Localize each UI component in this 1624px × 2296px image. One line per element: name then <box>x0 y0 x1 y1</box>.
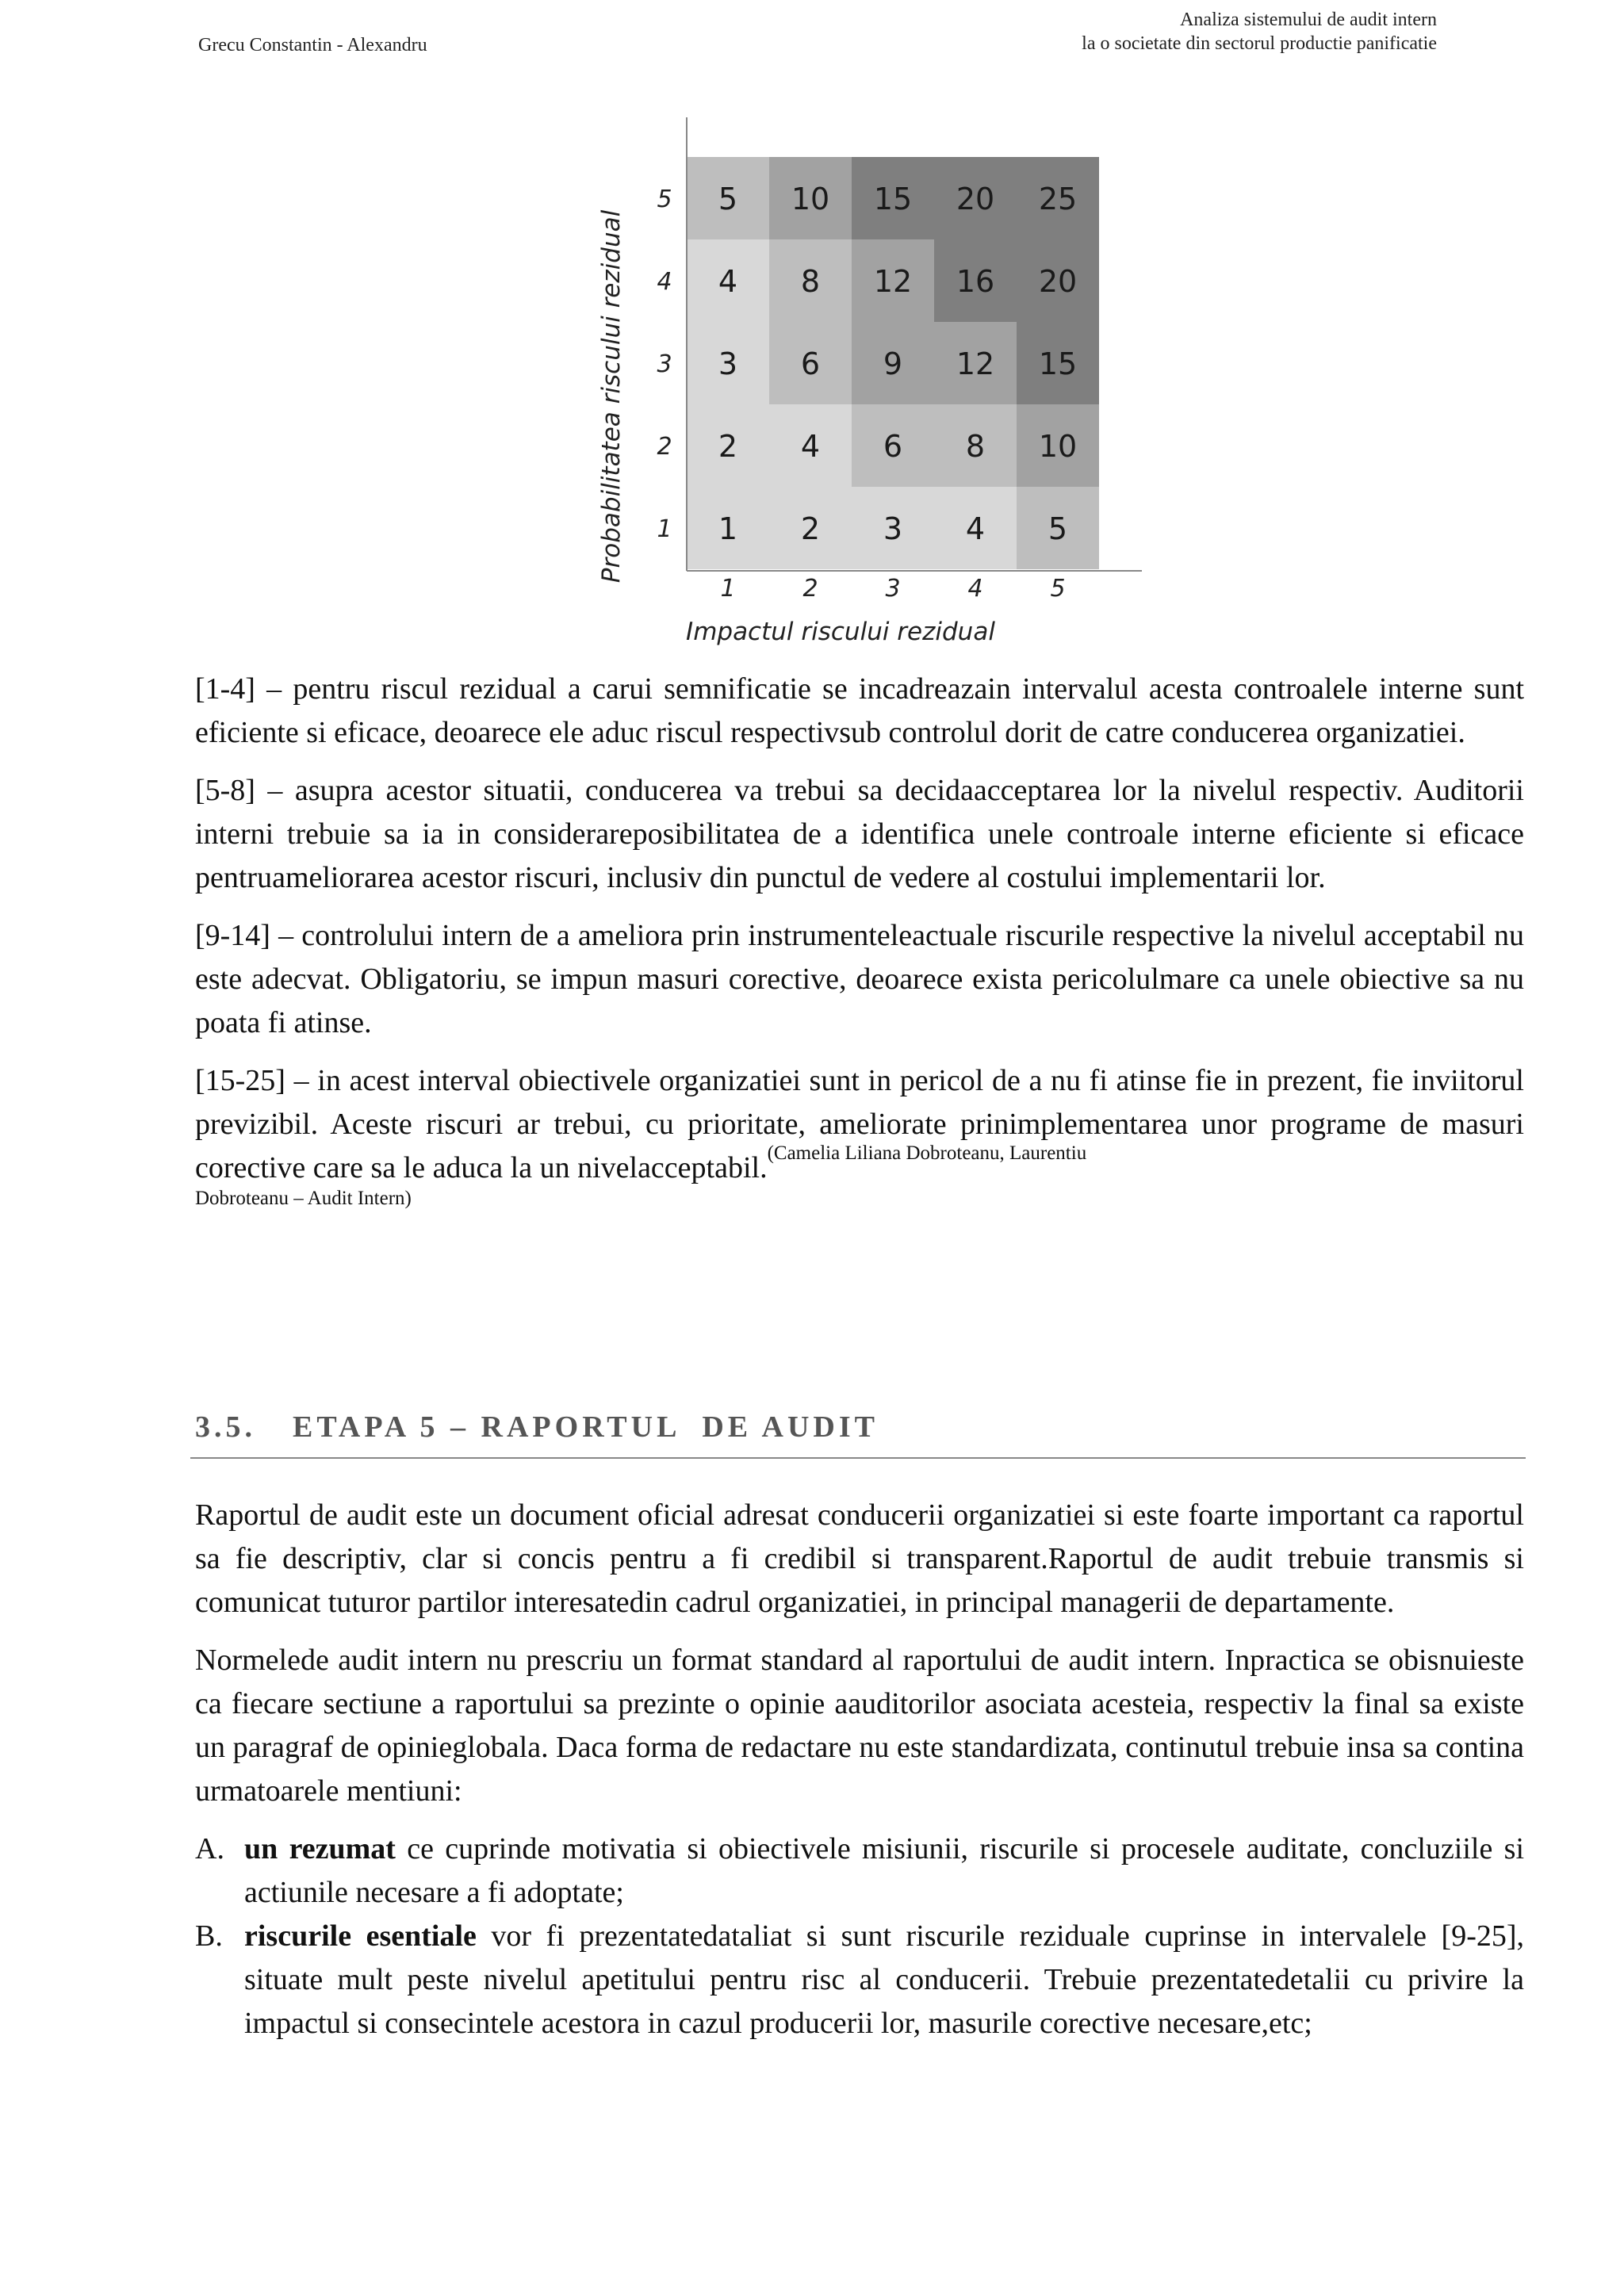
matrix-cell-value: 12 <box>956 346 995 381</box>
matrix-cell-value: 4 <box>718 264 738 299</box>
x-tick-label: 1 <box>720 575 736 603</box>
matrix-cell-value: 20 <box>956 182 995 216</box>
y-tick-label: 2 <box>657 433 672 461</box>
y-tick-label: 1 <box>657 515 672 543</box>
y-tick-label: 5 <box>657 186 672 213</box>
y-tick-label: 3 <box>657 350 672 378</box>
list-item-bold: un rezumat <box>244 1832 396 1866</box>
matrix-cell-value: 8 <box>965 429 986 464</box>
section-title: ETAPA 5 – RAPORTUL DE AUDIT <box>293 1410 879 1444</box>
matrix-cell-value: 6 <box>883 429 903 464</box>
list-item <box>195 1827 1524 1915</box>
list-marker: A. <box>195 1832 224 1866</box>
x-tick-labels <box>720 575 1065 603</box>
range-paragraph-15-25 <box>195 1059 1524 1190</box>
matrix-cell-value: 15 <box>1038 346 1078 381</box>
matrix-cell-value: 16 <box>956 264 995 299</box>
range-paragraph-9-14: [9-14] – controlului intern de a ameliora prin instrumenteleactuale riscurile respective la nivelul acceptabil nu este adecvat. Obligatoriu, se impun masuri corective, deoarece exista pericolulmare ca unele obiective sa nu poata fi atinse. <box>195 919 1524 1039</box>
section-divider <box>190 1457 1526 1459</box>
report-contents-list <box>195 1827 1524 2045</box>
paragraph-report-definition: Raportul de audit este un document oficial adresat conducerii organizatiei si este foarte important ca raportul sa fie descriptiv, clar si concis pentru a fi credibil si transparent.Raportul de audit trebuie transmis si comunicat tuturor partilor interesatedin cadrul organizatiei, in principal managerii de departamente. <box>195 1498 1524 1619</box>
paragraph-report-format: Normelede audit intern nu prescriu un format standard al raportului de audit intern. Inpractica se obisnuieste ca fiecare sectiune a raportului sa prezinte o opinie aauditorilor asociata acesteia, respectiv la final sa existe un paragraf de opinieglobala. Daca forma de redactare nu este standardizata, continutul trebuie insa sa contina urmatoarele mentiuni: <box>195 1644 1524 1808</box>
header-title-line2: la o societate din sectorul productie panificatie <box>1082 33 1437 54</box>
matrix-cell-value: 5 <box>718 182 738 216</box>
matrix-cell-value: 2 <box>800 511 821 546</box>
matrix-cell-value: 1 <box>718 511 738 546</box>
matrix-cell-value: 9 <box>883 346 903 381</box>
y-tick-label: 4 <box>657 268 672 296</box>
range-paragraph-5-8: [5-8] – asupra acestor situatii, conducerea va trebui sa decidaacceptarea lor la nivelul respectiv. Auditorii interni trebuie sa ia in considerareposibilitatea de a identifica unele controale interne eficiente si eficace pentruameliorarea acestor riscuri, inclusiv din punctul de vedere al costului implementarii lor. <box>195 774 1524 894</box>
x-axis-label: Impactul riscului rezidual <box>686 618 995 646</box>
matrix-cell-value: 3 <box>718 346 738 381</box>
x-tick-label: 2 <box>802 575 818 603</box>
matrix-cell-value: 8 <box>800 264 821 299</box>
matrix-cell-value: 12 <box>873 264 913 299</box>
matrix-cell-value: 10 <box>791 182 830 216</box>
header-author: Grecu Constantin - Alexandru <box>198 35 427 55</box>
matrix-cell-value: 4 <box>965 511 986 546</box>
section-heading <box>195 1410 879 1445</box>
risk-matrix-chart <box>0 0 1624 658</box>
list-item-bold: riscurile esentiale <box>244 1919 477 1953</box>
x-tick-label: 4 <box>967 575 983 603</box>
matrix-cell-value: 5 <box>1048 511 1068 546</box>
citation-superscript: (Camelia Liliana Dobroteanu, Laurentiu <box>767 1142 1087 1164</box>
list-item-text: ce cuprinde motivatia si obiectivele misiunii, riscurile si procesele auditate, concluziile si actiunile necesare a fi adoptate; <box>244 1832 1524 1909</box>
range-paragraph-1-4: [1-4] – pentru riscul rezidual a carui semnificatie se incadreazain intervalul acesta controalele interne sunt eficiente si eficace, deoarece ele aduc riscul respectivsub controlul dorit de catre conducerea organizatiei. <box>195 672 1524 749</box>
x-tick-label: 5 <box>1050 575 1066 603</box>
header-title-line1: Analiza sistemului de audit intern <box>1180 10 1437 30</box>
y-tick-labels <box>657 186 672 543</box>
matrix-cell-value: 4 <box>800 429 821 464</box>
matrix-cell-value: 6 <box>800 346 821 381</box>
section-number: 3.5. <box>195 1410 256 1444</box>
x-tick-label: 3 <box>885 575 901 603</box>
y-axis-label: Probabilitatea riscului rezidual <box>597 209 626 584</box>
section-body <box>195 1494 1524 2045</box>
list-item <box>195 1915 1524 2045</box>
matrix-cell-value: 25 <box>1038 182 1078 216</box>
citation-tail: Dobroteanu – Audit Intern) <box>195 1188 412 1209</box>
matrix-cells <box>687 157 1099 569</box>
matrix-cell-value: 15 <box>873 182 913 216</box>
matrix-cell-value: 10 <box>1038 429 1078 464</box>
matrix-cell-value: 3 <box>883 511 903 546</box>
matrix-cell-value: 2 <box>718 429 738 464</box>
range-15-25-text: [15-25] – in acest interval obiectivele organizatiei sunt in pericol de a nu fi atinse fie in prezent, fie inviitorul previzibil. Aceste riscuri ar trebui, cu prioritate, ameliorate prinimplementarea unor programe de masuri corective care sa le aduca la un nivelacceptabil. <box>195 1064 1524 1184</box>
list-marker: B. <box>195 1919 223 1953</box>
list-item-text: vor fi prezentatedataliat si sunt riscurile reziduale cuprinse in intervalele [9-25], situate mult peste nivelul apetitului pentru risc al conducerii. Trebuie prezentatedetalii cu privire la impactul si consecintele acestora in cazul producerii lor, masurile corective necesare,etc; <box>244 1919 1525 2040</box>
matrix-cell-value: 20 <box>1038 264 1078 299</box>
range-descriptions <box>195 668 1524 1211</box>
